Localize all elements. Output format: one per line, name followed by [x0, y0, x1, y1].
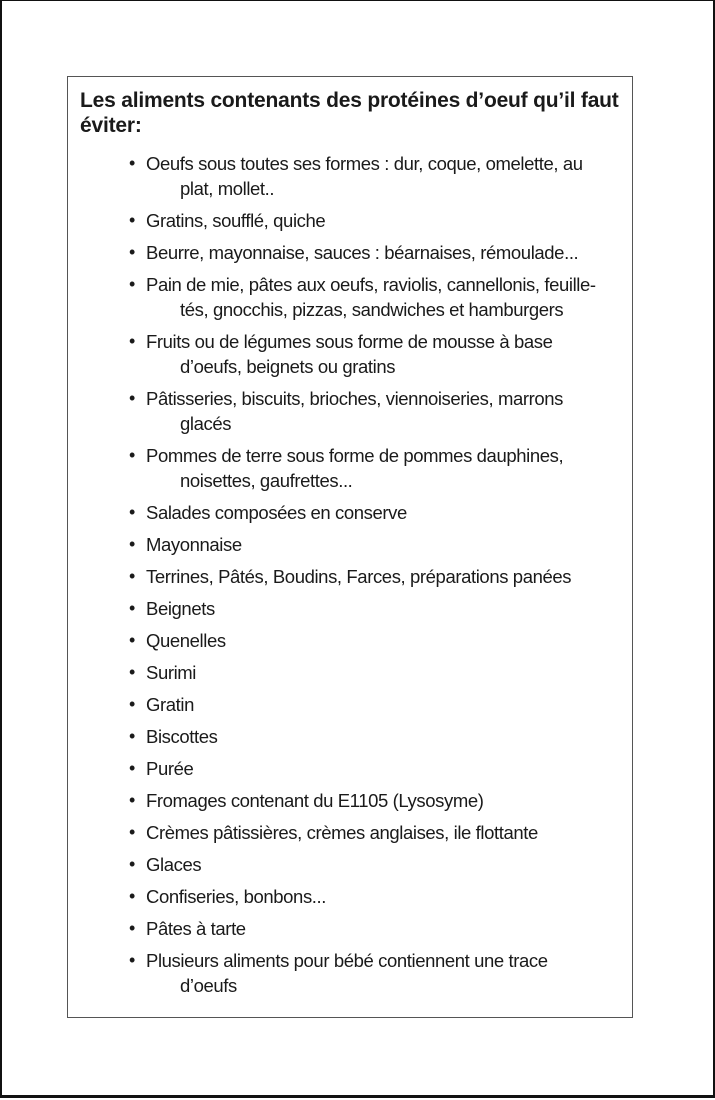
- list-item: [129, 596, 629, 621]
- list-item: [129, 660, 629, 685]
- list-item-text: Quenelles: [146, 630, 226, 651]
- bullet-icon: •: [129, 950, 135, 970]
- bullet-icon: •: [129, 694, 135, 714]
- bullet-icon: •: [129, 388, 135, 408]
- list-item: [129, 756, 629, 781]
- bullet-icon: •: [129, 822, 135, 842]
- list-item: [129, 724, 629, 749]
- bullet-icon: •: [129, 854, 135, 874]
- list-item-continuation: glacés: [180, 413, 232, 434]
- bullet-icon: •: [129, 662, 135, 682]
- list-item-text: Glaces: [146, 854, 202, 875]
- bullet-icon: •: [129, 502, 135, 522]
- bullet-icon: •: [129, 726, 135, 746]
- list-item: [129, 240, 629, 265]
- page-title: Les aliments contenants des protéines d’oeuf qu’il faut éviter:: [80, 89, 619, 137]
- food-list: [129, 151, 629, 1005]
- bullet-icon: •: [129, 153, 135, 173]
- list-item-text: Pâtisseries, biscuits, brioches, viennoiseries, marrons: [146, 388, 564, 409]
- list-item: [129, 916, 629, 941]
- list-item-text: Gratins, soufflé, quiche: [146, 210, 326, 231]
- bullet-icon: •: [129, 598, 135, 618]
- list-item-text: Beurre, mayonnaise, sauces : béarnaises, rémoulade...: [146, 242, 579, 263]
- list-item-text: Surimi: [146, 662, 197, 683]
- bullet-icon: •: [129, 445, 135, 465]
- bullet-icon: •: [129, 242, 135, 262]
- bullet-icon: •: [129, 886, 135, 906]
- list-item: [129, 151, 629, 201]
- list-item-text: Terrines, Pâtés, Boudins, Farces, préparations panées: [146, 566, 572, 587]
- bullet-icon: •: [129, 790, 135, 810]
- list-item-text: Confiseries, bonbons...: [146, 886, 327, 907]
- list-item-text: Beignets: [146, 598, 215, 619]
- list-item: [129, 884, 629, 909]
- list-item-text: Gratin: [146, 694, 194, 715]
- bullet-icon: •: [129, 210, 135, 230]
- list-item-text: Oeufs sous toutes ses formes : dur, coque, omelette, au: [146, 153, 583, 174]
- list-item-continuation: d’oeufs, beignets ou gratins: [180, 356, 396, 377]
- list-item-text: Mayonnaise: [146, 534, 242, 555]
- bullet-icon: •: [129, 758, 135, 778]
- list-item: [129, 948, 629, 998]
- list-item-continuation: tés, gnocchis, pizzas, sandwiches et hamburgers: [180, 299, 564, 320]
- list-item: [129, 820, 629, 845]
- bullet-icon: •: [129, 331, 135, 351]
- list-item: [129, 386, 629, 436]
- bullet-icon: •: [129, 630, 135, 650]
- list-item-text: Crèmes pâtissières, crèmes anglaises, ile flottante: [146, 822, 538, 843]
- list-item-text: Plusieurs aliments pour bébé contiennent une trace: [146, 950, 548, 971]
- list-item: [129, 628, 629, 653]
- bullet-icon: •: [129, 918, 135, 938]
- list-item-text: Pâtes à tarte: [146, 918, 246, 939]
- list-item: [129, 208, 629, 233]
- list-item: [129, 443, 629, 493]
- list-item: [129, 329, 629, 379]
- list-item-text: Fromages contenant du E1105 (Lysosyme): [146, 790, 484, 811]
- list-item: [129, 852, 629, 877]
- bullet-icon: •: [129, 274, 135, 294]
- list-item-continuation: noisettes, gaufrettes...: [180, 470, 353, 491]
- list-item-continuation: plat, mollet..: [180, 178, 275, 199]
- bullet-icon: •: [129, 566, 135, 586]
- list-item: [129, 564, 629, 589]
- list-item: [129, 500, 629, 525]
- list-item-text: Pommes de terre sous forme de pommes dauphines,: [146, 445, 564, 466]
- list-item-text: Pain de mie, pâtes aux oeufs, raviolis, cannellonis, feuille-: [146, 274, 596, 295]
- list-item-text: Biscottes: [146, 726, 218, 747]
- list-item: [129, 692, 629, 717]
- list-item: [129, 788, 629, 813]
- list-item-text: Purée: [146, 758, 194, 779]
- list-item-text: Fruits ou de légumes sous forme de mousse à base: [146, 331, 553, 352]
- bullet-icon: •: [129, 534, 135, 554]
- list-item-text: Salades composées en conserve: [146, 502, 407, 523]
- list-item: [129, 532, 629, 557]
- list-item-continuation: d’oeufs: [180, 975, 237, 996]
- list-item: [129, 272, 629, 322]
